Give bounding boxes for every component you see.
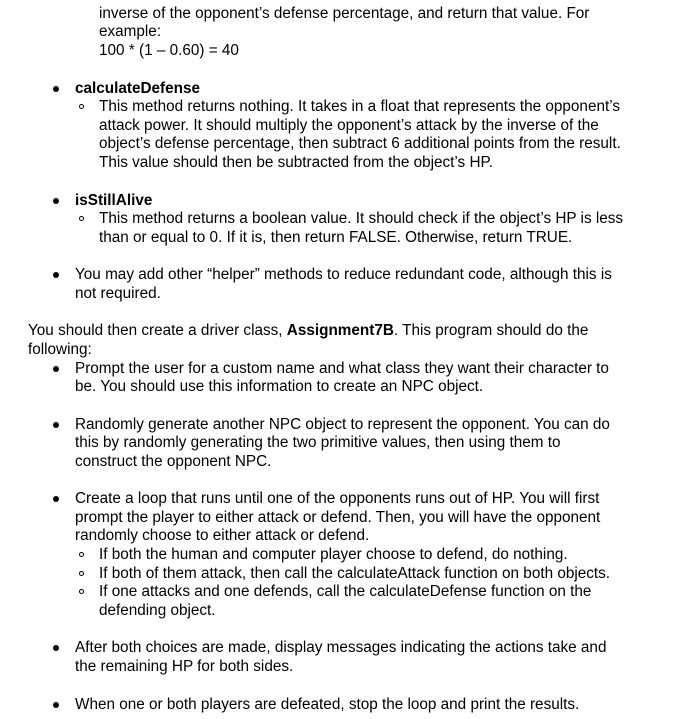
intro-line-1: inverse of the opponent’s defense percentage, and return that value. For <box>99 5 590 22</box>
end-line: When one or both players are defeated, stop the loop and print the results. <box>75 696 580 713</box>
bullet-icon <box>53 198 59 204</box>
after-line-2: the remaining HP for both sides. <box>75 658 294 675</box>
bullet-icon <box>53 272 59 278</box>
sub-bullet-icon <box>79 216 84 221</box>
loop-line-2: prompt the player to either attack or defend. Then, you will have the opponent <box>75 509 601 526</box>
calc-defense-line-4: This value should then be subtracted from the object’s HP. <box>99 154 493 171</box>
calc-defense-line-3: object’s defense percentage, then subtract 6 additional points from the result. <box>99 135 621 152</box>
prompt-line-1: Prompt the user for a custom name and what class they want their character to <box>75 360 609 377</box>
driver-line-2: following: <box>28 341 92 358</box>
loop-line-1: Create a loop that runs until one of the opponents runs out of HP. You will first <box>75 490 600 507</box>
sub-defend-defend: If both the human and computer player choose to defend, do nothing. <box>99 546 568 563</box>
driver-line-1: You should then create a driver class, Assignment7B. This program should do the <box>28 322 589 339</box>
is-alive-line-1: This method returns a boolean value. It should check if the object’s HP is less <box>99 210 624 227</box>
sub-attack-defend-2: defending object. <box>99 602 216 619</box>
after-line-1: After both choices are made, display messages indicating the actions take and <box>75 639 607 656</box>
loop-line-3: randomly choose to either attack or defend. <box>75 527 370 544</box>
sub-bullet-icon <box>79 552 84 557</box>
bullet-icon <box>53 496 59 502</box>
bullet-icon <box>53 86 59 92</box>
is-alive-heading: isStillAlive <box>75 192 153 209</box>
random-line-2: this by randomly generating the two primitive values, then using them to <box>75 434 561 451</box>
sub-attack-attack: If both of them attack, then call the calculateAttack function on both objects. <box>99 565 611 582</box>
random-line-1: Randomly generate another NPC object to represent the opponent. You can do <box>75 416 610 433</box>
bullet-icon <box>53 702 59 708</box>
calc-defense-heading: calculateDefense <box>75 80 200 97</box>
sub-bullet-icon <box>79 104 84 109</box>
calc-defense-line-2: attack power. It should multiply the opponent’s attack by the inverse of the <box>99 117 599 134</box>
random-line-3: construct the opponent NPC. <box>75 453 272 470</box>
intro-line-2: example: <box>99 23 162 40</box>
calc-defense-line-1: This method returns nothing. It takes in a float that represents the opponent’s <box>99 98 620 115</box>
sub-bullet-icon <box>79 571 84 576</box>
prompt-line-2: be. You should use this information to create an NPC object. <box>75 378 484 395</box>
helper-line-2: not required. <box>75 285 161 302</box>
bullet-icon <box>53 366 59 372</box>
is-alive-line-2: than or equal to 0. If it is, then return FALSE. Otherwise, return TRUE. <box>99 229 573 246</box>
sub-attack-defend-1: If one attacks and one defends, call the calculateDefense function on the <box>99 583 592 600</box>
intro-example: 100 * (1 – 0.60) = 40 <box>99 42 239 59</box>
bullet-icon <box>53 645 59 651</box>
bullet-icon <box>53 422 59 428</box>
sub-bullet-icon <box>79 589 84 594</box>
helper-line-1: You may add other “helper” methods to reduce redundant code, although this is <box>75 266 612 283</box>
